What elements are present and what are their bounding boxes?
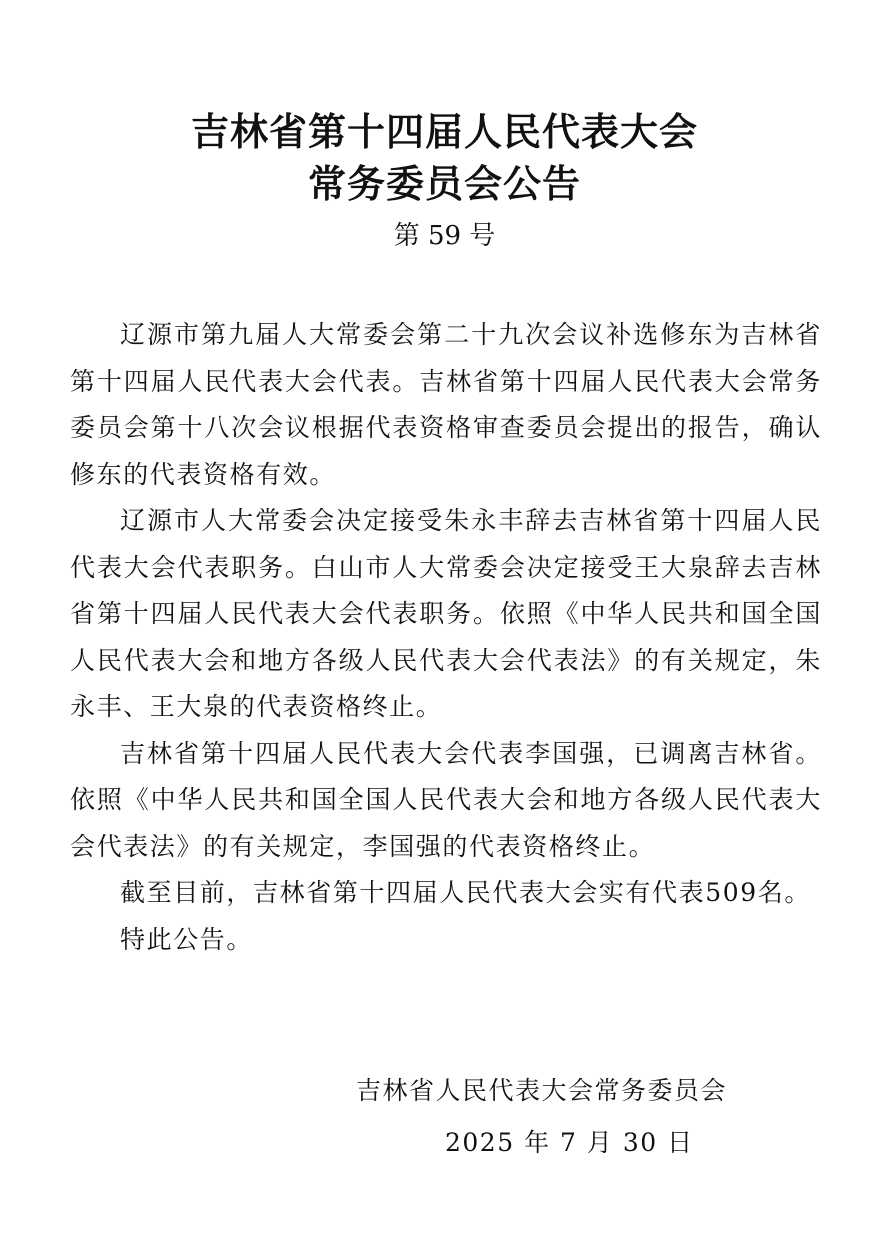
- paragraph-4: 截至目前，吉林省第十四届人民代表大会实有代表509名。: [120, 878, 811, 907]
- paragraph-2: 辽源市人大常委会决定接受朱永丰辞去吉林省第十四届人民代表大会代表职务。白山市人大常委会决定接受王大泉辞去吉林省第十四届人民代表大会代表职务。依照《中华人民共和国全国人民代表大会和地方各级人民代表大会代表法》的有关规定，朱永丰、王大泉的代表资格终止。: [70, 506, 822, 721]
- signature-date: 2025 年 7 月 30 日: [445, 1128, 694, 1157]
- paragraph-3: 吉林省第十四届人民代表大会代表李国强，已调离吉林省。依照《中华人民共和国全国人民代表大会和地方各级人民代表大会代表法》的有关规定，李国强的代表资格终止。: [70, 738, 822, 861]
- title-line-2: 常务委员会公告: [307, 162, 581, 206]
- signature-organization: 吉林省人民代表大会常务委员会: [356, 1076, 728, 1105]
- announcement-body: [70, 312, 822, 963]
- announcement-number: 第 59 号: [393, 221, 496, 251]
- title-line-1: 吉林省第十四届人民代表大会: [190, 110, 698, 154]
- paragraph-1: 辽源市第九届人大常委会第二十九次会议补选修东为吉林省第十四届人民代表大会代表。吉林省第十四届人民代表大会常务委员会第十八次会议根据代表资格审查委员会提出的报告，确认修东的代表资格有效。: [70, 320, 822, 489]
- paragraph-5: 特此公告。: [120, 924, 254, 954]
